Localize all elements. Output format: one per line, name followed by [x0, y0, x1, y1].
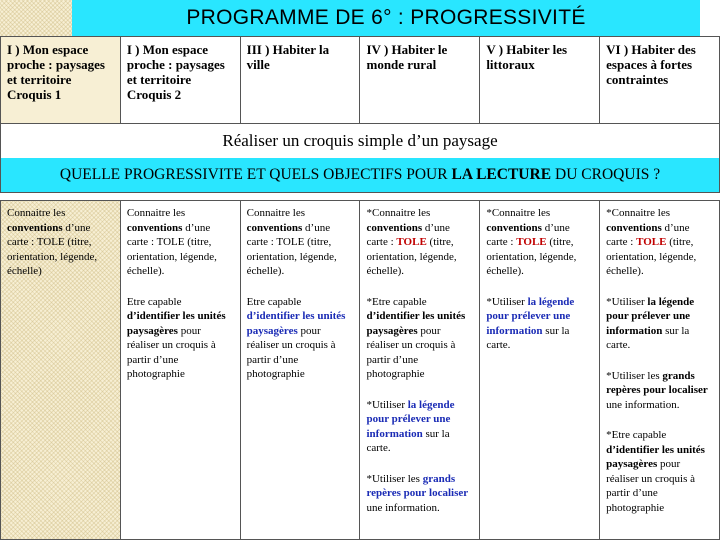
landmarks-block: *Utiliser les grands repères pour localiser une information.	[366, 472, 469, 514]
units-block: *Etre capable d’identifier les unités paysagères pour réaliser un croquis à partir d’une photographie	[606, 429, 705, 514]
objective-cell-5	[480, 201, 600, 540]
theme-cell-4: IV ) Habiter le monde rural	[360, 37, 480, 124]
objective-cell-3	[240, 201, 360, 540]
theme-cell-1: I ) Mon espace proche : paysages et territoire Croquis 1	[1, 37, 121, 124]
units-block: Etre capable d’identifier les unités paysagères pour réaliser un croquis à partir d’une photographie	[246, 295, 346, 380]
conventions-block: Connaitre les conventions d’une carte : TOLE (titre, orientation, légende, échelle).	[246, 207, 337, 277]
banner-row	[0, 124, 720, 159]
banner-text: Réaliser un croquis simple d’un paysage	[222, 131, 498, 150]
question-row	[0, 158, 720, 193]
title-banner	[72, 0, 700, 36]
objectives-table	[0, 200, 720, 540]
objective-cell-1	[1, 201, 121, 540]
conventions-block: *Connaitre les conventions d’une carte : TOLE (titre, orientation, légende, échelle).	[486, 207, 577, 277]
conventions-block: *Connaitre les conventions d’une carte : TOLE (titre, orientation, légende, échelle).	[606, 207, 697, 277]
landmarks-block: *Utiliser les grands repères pour localiser une information.	[606, 369, 708, 411]
objective-cell-6	[600, 201, 720, 540]
theme-cell-6: VI ) Habiter des espaces à fortes contraintes	[600, 37, 720, 124]
legend-block: *Utiliser la légende pour prélever une information sur la carte.	[486, 295, 575, 351]
theme-cell-2: I ) Mon espace proche : paysages et territoire Croquis 2	[120, 37, 240, 124]
theme-cell-5: V ) Habiter les littoraux	[480, 37, 600, 124]
question-suffix: DU CROQUIS ?	[555, 166, 661, 183]
question-prefix: QUELLE PROGRESSIVITE ET QUELS OBJECTIFS POUR	[59, 166, 448, 183]
question-emph: LA LECTURE	[451, 166, 552, 183]
objectives-row	[1, 201, 720, 540]
theme-cell-3: III ) Habiter la ville	[240, 37, 360, 124]
decorative-hatch-top	[0, 0, 72, 38]
units-block: Etre capable d’identifier les unités paysagères pour réaliser un croquis à partir d’une photographie	[126, 295, 226, 380]
page-title: PROGRAMME DE 6° : PROGRESSIVITÉ	[186, 6, 586, 29]
objective-cell-4	[360, 201, 480, 540]
legend-block: *Utiliser la légende pour prélever une information sur la carte.	[366, 398, 455, 454]
themes-table	[0, 36, 720, 124]
units-block: *Etre capable d’identifier les unités paysagères pour réaliser un croquis à partir d’une photographie	[366, 295, 466, 380]
legend-block: *Utiliser la légende pour prélever une information sur la carte.	[606, 295, 695, 351]
themes-row	[1, 37, 720, 124]
conventions-block: *Connaitre les conventions d’une carte : TOLE (titre, orientation, légende, échelle).	[366, 207, 457, 277]
objective-cell-2	[120, 201, 240, 540]
conventions-block: Connaitre les conventions d’une carte : TOLE (titre, orientation, légende, échelle)	[7, 207, 98, 277]
conventions-block: Connaitre les conventions d’une carte : TOLE (titre, orientation, légende, échelle).	[126, 207, 217, 277]
